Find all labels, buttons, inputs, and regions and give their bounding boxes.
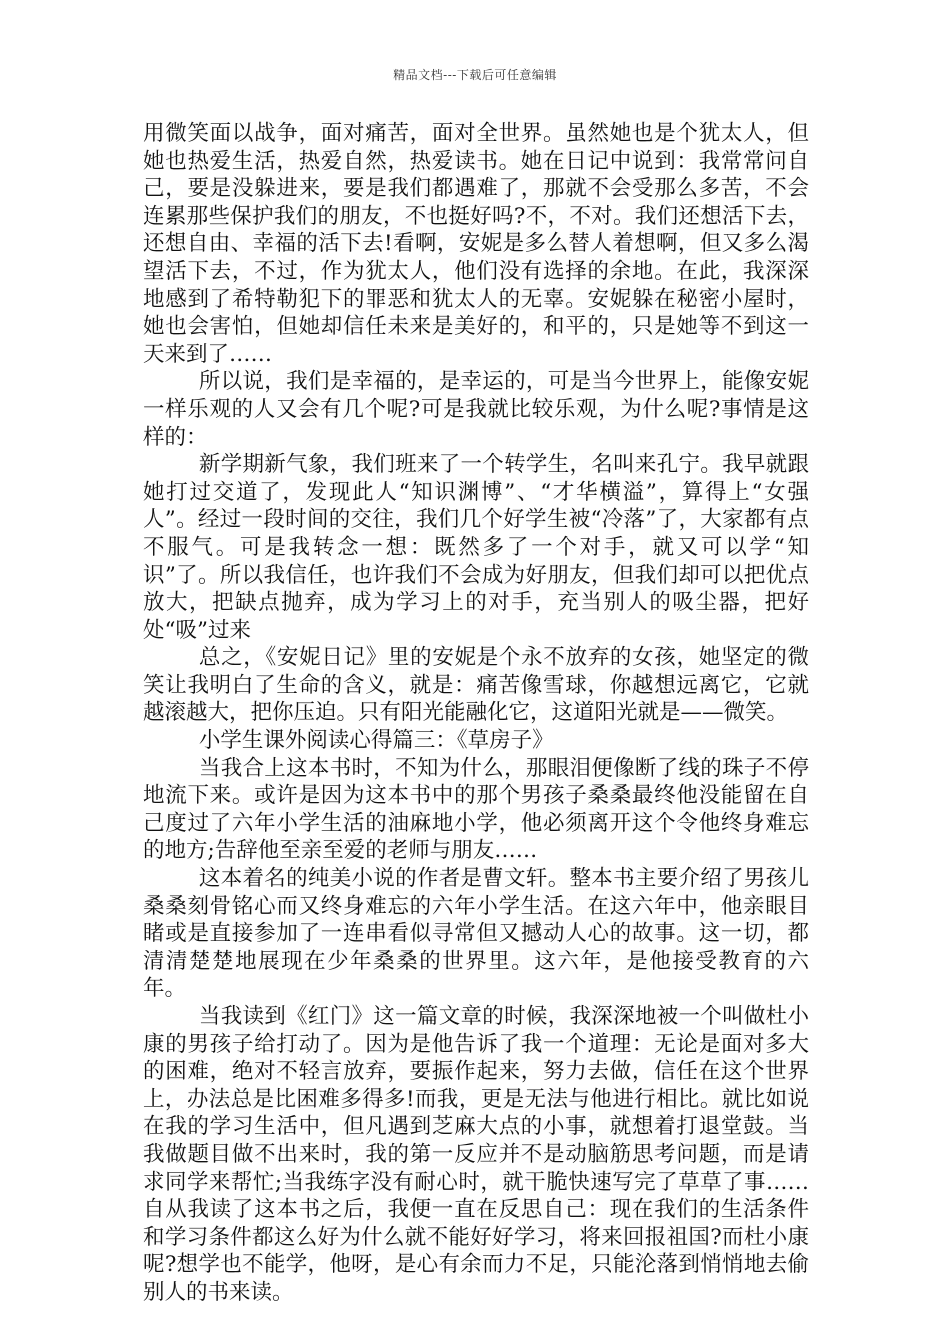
section-heading: 小学生课外阅读心得篇三：《草房子》 xyxy=(198,728,554,754)
paragraph-4: 总之，《安妮日记》里的安妮是个永不放弃的女孩，她坚定的微笑让我明白了生命的含义，就是：痛苦像雪球，你越想远离它，它就越滚越大，把你压迫。只有阳光能融化它，这道阳光就是——微笑。 xyxy=(143,645,809,726)
paragraph-2: 所以说，我们是幸福的，是幸运的，可是当今世界上，能像安妮一样乐观的人又会有几个呢?可是我就比较乐观，为什么呢?事情是这样的： xyxy=(143,369,809,450)
page-header: 精品文档---下载后可任意编辑 xyxy=(393,68,557,82)
paragraph-1: 用微笑面以战争，面对痛苦，面对全世界。虽然她也是个犹太人，但她也热爱生活，热爱自然，热爱读书。她在日记中说到：我常常问自己，要是没躲进来，要是我们都遇难了，那就不会受那么多苦，不会连累那些保护我们的朋友，不也挺好吗?不，不对。我们还想活下去，还想自由、幸福的活下去!看啊，安妮是多么替人着想啊，但又多么渴望活下去，不过，作为犹太人，他们没有选择的余地。在此，我深深地感到了希特勒犯下的罪恶和犹太人的无辜。安妮躲在秘密小屋时，她也会害怕，但她却信任未来是美好的，和平的，只是她等不到这一天来到了…… xyxy=(143,121,809,367)
paragraph-5: 当我合上这本书时，不知为什么，那眼泪便像断了线的珠子不停地流下来。或许是因为这本书中的那个男孩子桑桑最终他没能留在自己度过了六年小学生活的油麻地小学，他必须离开这个令他终身难忘的地方;告辞他至亲至爱的老师与朋友…… xyxy=(143,755,809,864)
document-body xyxy=(143,120,809,1307)
paragraph-3: 新学期新气象，我们班来了一个转学生，名叫来孔宁。我早就跟她打过交道了，发现此人“知识渊博”、“才华横溢”，算得上“女强人”。经过一段时间的交往，我们几个好学生被“冷落”了，大家都有点不服气。可是我转念一想：既然多了一个对手，就又可以学“知识”了。所以我信任，也许我们不会成为好朋友，但我们却可以把优点放大，把缺点抛弃，成为学习上的对手，充当别人的吸尘器，把好处“吸”过来 xyxy=(143,452,809,643)
paragraph-6: 这本着名的纯美小说的作者是曹文轩。整本书主要介绍了男孩儿桑桑刻骨铭心而又终身难忘的六年小学生活。在这六年中，他亲眼目睹或是直接参加了一连串看似寻常但又撼动人心的故事。这一切，都清清楚楚地展现在少年桑桑的世界里。这六年，是他接受教育的六年。 xyxy=(143,866,809,1002)
paragraph-7: 当我读到《红门》这一篇文章的时候，我深深地被一个叫做杜小康的男孩子给打动了。因为是他告诉了我一个道理：无论是面对多大的困难，绝对不轻言放弃，要振作起来，努力去做，信任在这个世界上，办法总是比困难多得多!而我，更是无法与他进行相比。就比如说在我的学习生活中，但凡遇到芝麻大点的小事，就想着打退堂鼓。当我做题目做不出来时，我的第一反应并不是动脑筋思考问题，而是请求同学来帮忙;当我练字没有耐心时，就干脆快速写完了草草了事……自从我读了这本书之后，我便一直在反思自己：现在我们的生活条件和学习条件都这么好为什么就不能好好学习，将来回报祖国?而杜小康呢?想学也不能学，他呀，是心有余而力不足，只能沦落到悄悄地去偷别人的书来读。 xyxy=(143,1004,809,1305)
